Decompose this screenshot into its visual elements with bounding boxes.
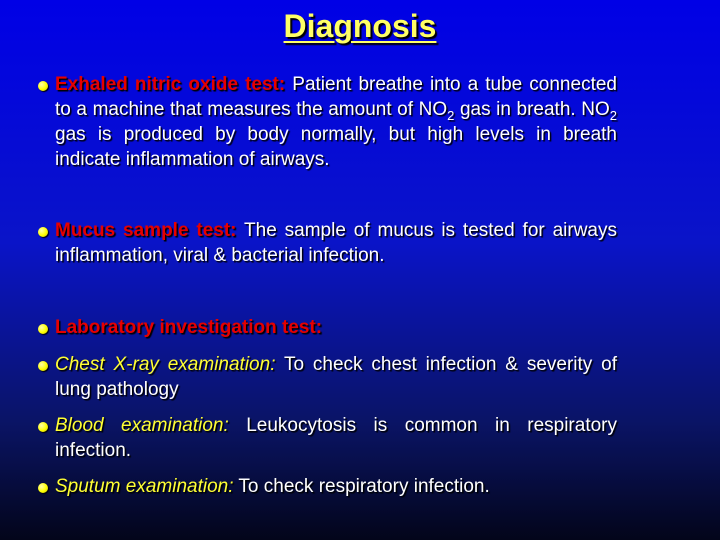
subscript: 2 <box>609 107 617 123</box>
bullet-chest-xray <box>55 352 617 402</box>
bullet-text: Patient breathe into a tube connected to a machine that measures the amount of NO <box>55 74 617 120</box>
subscript: 2 <box>447 107 455 123</box>
bullet-text: To check respiratory infection. <box>233 476 490 497</box>
bullet-exhaled-nitric-oxide <box>55 72 617 172</box>
slide-title: Diagnosis <box>283 8 437 44</box>
bullet-text: Leukocytosis is common in respiratory infection. <box>55 415 617 461</box>
bullet-dot-icon <box>38 361 48 371</box>
bullet-dot-icon <box>38 324 48 334</box>
bullet-label: Exhaled nitric oxide test: <box>55 74 286 95</box>
bullet-label: Mucus sample test: <box>55 220 237 241</box>
bullet-label: Blood examination: <box>55 415 229 436</box>
bullet-dot-icon <box>38 483 48 493</box>
bullet-text: gas is produced by body normally, but high levels in breath indicate inflammation of airways. <box>55 124 617 170</box>
bullet-text: gas in breath. NO <box>454 99 610 120</box>
bullet-label: Chest X-ray examination: <box>55 354 276 375</box>
bullet-text: To check chest infection & severity of lung pathology <box>55 354 617 400</box>
bullet-mucus-sample <box>55 218 617 268</box>
bullet-dot-icon <box>38 422 48 432</box>
bullet-label: Laboratory investigation test: <box>55 317 323 338</box>
bullet-blood-examination <box>55 413 617 463</box>
bullet-dot-icon <box>38 227 48 237</box>
bullet-laboratory-investigation <box>55 315 617 340</box>
bullet-sputum-examination <box>55 474 617 499</box>
bullet-dot-icon <box>38 81 48 91</box>
bullet-label: Sputum examination: <box>55 476 234 497</box>
bullet-text: The sample of mucus is tested for airways inflammation, viral & bacterial infection. <box>55 220 617 266</box>
